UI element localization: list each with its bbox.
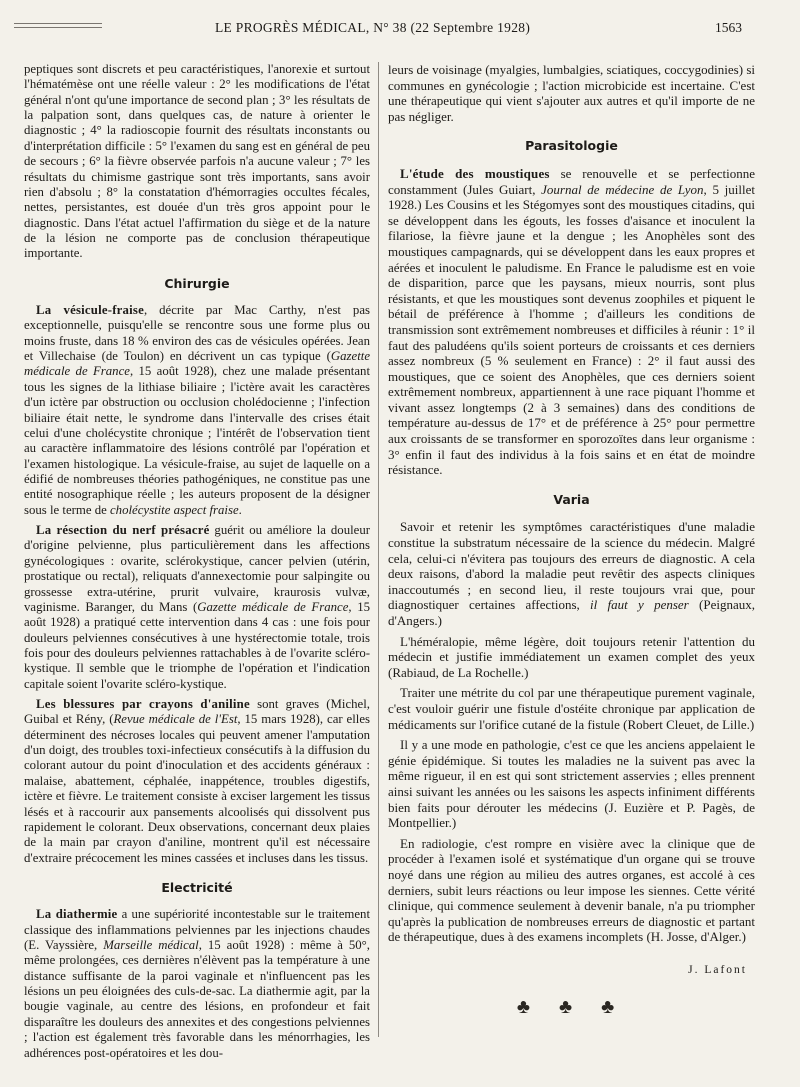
- article-moustiques: L'étude des moustiques se renouvelle et se perfectionne constamment (Jules Guiart, Journal de médecine de Lyon, 5 juillet 1928.) Les Cousins et les Stégomyes sont des moustiques citadins, qui se développent dans les égouts, les fosses d'aisance et inoculent la filariose, la fièvre jaune et la dengue ; les Anophèles sont des moustiques campagnards, qui se développent dans les eaux propres et aérées et inoculent le paludisme. En France le paludisme est en voie de disparition, parce que les paysans, mieux nourris, sont plus résistants, et que les moustiques sont devenus zoophiles et piquent le bétail de préférence à l'homme ; d'ailleurs les conditions de transmission sont extrêmement nombreuses et difficiles à réunir : 1° il faut des paludéens qu'ils soient porteurs de croissants et ces derniers assez nombreux (5 % seulement en France) : 2° il faut aussi des moustiques, que ce soient des Anophèles, que ces derniers soient extrêmement nombreux, appartiennent à une race piquant l'homme et vivant assez longtemps (2 à 3 semaines) dans des conditions de température au-dessus de 17° et de préférence à 25° pour permettre aux croissants de se transformer en sporozoïtes dans leur organisme : 3° enfin il faut des individus à la fois sains et en état de moindre résistance.: [388, 165, 755, 478]
- varia-paragraph-2: L'héméralopie, même légère, doit toujours retenir l'attention du médecin et justifie immédiatement un examen complet des yeux (Rabiaud, de La Rochelle.): [388, 633, 755, 680]
- section-heading-chirurgie: Chirurgie: [164, 275, 230, 291]
- journal-citation: Gazette médicale de France: [24, 349, 370, 379]
- author-signature: J. Lafont: [688, 963, 747, 976]
- section-heading-electricite: Electricité: [161, 879, 233, 895]
- running-title: LE PROGRÈS MÉDICAL, N° 38 (22 Septembre 1928): [215, 20, 531, 35]
- emphasis-italic: il faut y penser: [590, 597, 689, 613]
- varia-paragraph-5: En radiologie, c'est rompre en visière avec la clinique que de procéder à l'examen isolé et systématique d'un organe qui se trouve noyé dans une région au milieu des autres organes, est accolé à ces derniers, subit leurs réactions ou leur impose les siennes. Cette vérité clinique, qui commence seulement à devenir banale, n'a pu triompher qu'après la publication de nombreuses erreurs de diagnostic et partant de thérapeutique, dues à des examens incomplets (H. Josse, d'Alger.): [388, 835, 755, 945]
- intro-paragraph: peptiques sont discrets et peu caractéristiques, l'anorexie et surtout l'hématémèse ont une réelle valeur : 2° les modifications de l'état général n'ont qu'une importance de second plan ; 3° les résultats de la palpation sont, dans quelques cas, de nature à orienter le diagnostic ; 4° la radioscopie fournit des résultats inconstants ou d'interprétation difficile : 5° l'examen du sang est en général de peu de secours ; 6° la fièvre observée parfois n'a aucune valeur ; 7° les résultats du chimisme gastrique sont très importants, sans avoir rien d'absolu ; 8° la constatation d'hémorragies occultes fécales, nettes, persistantes, est douée d'un très gros appoint pour le diagnostic. Dans l'état actuel l'affirmation du siège et de la nature de la lésion ne comporte pas de conclusion thérapeutique importante.: [24, 62, 370, 261]
- article-crayons-aniline: Les blessures par crayons d'aniline sont graves (Michel, Guibal et Rény, (Revue médicale de l'Est, 15 mars 1928), car elles déterminent des nécroses locales qui peuvent amener l'amputation d'un doigt, des troubles toxi-infectieux consécutifs à la diffusion du colorant autour du point d'inoculation et des accidents généraux : malaise, abattement, céphalée, inappétence, troubles digestifs, ictère et fièvre. Le traitement consiste à exciser largement les tissus lésés et à raccourir aux pansements alcoolisés qui dissolvent pus rapidement le colorant. Deux observations, concernant deux plaies de la main par crayon d'aniline, montrent qu'il est nécessaire d'extraire précocement les mines cassées et incluses dans les tissus.: [24, 697, 371, 865]
- column-divider: [378, 62, 379, 1037]
- section-heading-varia: Varia: [553, 491, 590, 507]
- header-rule: [14, 23, 102, 28]
- term-italic: cholécystite aspect fraise: [110, 502, 239, 517]
- varia-paragraph-3: Traiter une métrite du col par une thérapeutique purement vaginale, c'est vouloir guérir une fistule d'ostéite chronique par application de médicaments sur l'orifice cutané de la fistule (Robert Cleuet, de Lille.): [388, 685, 755, 732]
- article-keyword: L'étude des moustiques: [400, 165, 550, 181]
- varia-paragraph-1: Savoir et retenir les symptômes caractéristiques d'une maladie constitue la substratum nécessaire de la science du médecin. Malgré cela, celui-ci n'évitera pas toujours des erreurs de diagnostic. A cela deux raisons, d'abord la maladie peut revêtir des aspects cliniques inaccoutumés ; en second lieu, il reste toujours vrai que, pour diagnostiquer certaines affections, il faut y penser (Peignaux, d'Angers.): [388, 519, 755, 628]
- section-heading-parasitologie: Parasitologie: [525, 138, 618, 154]
- journal-citation: Gazette médicale de France: [197, 599, 349, 614]
- right-column: [388, 62, 755, 1019]
- article-keyword: La résection du nerf présacré: [36, 523, 210, 538]
- left-column: [24, 62, 370, 1066]
- article-keyword: La diathermie: [36, 907, 118, 922]
- continued-paragraph: leurs de voisinage (myalgies, lumbalgies, sciatiques, coccygodinies) si communes en gynécologie ; l'action microbicide est incertaine. C'est une thérapeutique qui vient s'ajouter aux autres et qu'il importe de ne pas négliger.: [388, 62, 755, 124]
- page-header: [0, 20, 800, 42]
- varia-paragraph-4: Il y a une mode en pathologie, c'est ce que les anciens appelaient le génie épidémique. Si toutes les maladies ne la suivent pas avec la même rigueur, il en est qui sont strictement asservies ; elles prennent ainsi suivant les années ou les saisons les aspects infiniment différents bien faits pour dérouter les médecins (J. Euzière et P. Pagès, de Montpellier.): [388, 737, 755, 831]
- page-number: 1563: [715, 20, 742, 35]
- article-keyword: Les blessures par crayons d'aniline: [36, 697, 250, 712]
- article-keyword: La vésicule-fraise: [36, 303, 144, 318]
- article-diathermie: La diathermie a une supériorité incontestable sur le traitement classique des inflammations pelviennes par les injections chaudes (E. Vayssière, Marseille médical, 15 août 1928) : même à 50°, même prolongées, ces dernières n'élèvent pas la température à une distance suffisante de la paroi vaginale et n'influencent pas les lésions un peu éloignées des culs-de-sac. La diathermie agit, par la bougie vaginale, au centre des lésions, en profondeur et fait disparaître les douleurs des annexites et des congestions pelviennes ; l'action est également très favorable dans les ménorrhagies, les adhérences post-opératoires et les dou-: [24, 907, 371, 1060]
- journal-citation: Journal de médecine de Lyon: [541, 181, 704, 197]
- article-nerf-presacre: La résection du nerf présacré guérit ou améliore la douleur d'origine pelvienne, plus particulièrement dans les affections gynécologiques : ovarite, sclérokystique, cancer pelvien (utérin, prostatique ou rectal), reliquats d'annexectomie pour salpingite ou grossesse extra-utérine, prurit vulvaire, kraurosis vulvæ, vaginisme. Baranger, du Mans (Gazette médicale de France, 15 août 1928) a pratiqué cette intervention dans 4 cas : une fois pour douleurs pelviennes consécutives à une hystérectomie totale, trois fois pour des douleurs pelviennes rattachables à de l'ovarite scléro-kystique. Il semble que le triomphe de l'opération et l'indication capitale soient l'ovarite scléro-kystique.: [24, 523, 370, 691]
- article-vesicule-fraise: La vésicule-fraise, décrite par Mac Carthy, n'est pas exceptionnelle, puisqu'elle se rencontre sous une forme plus ou moins fruste, dans 18 % environ des cas de vésicules opérées. Jean et Villechaise (de Toulon) en décrivent un cas typique (Gazette médicale de France, 15 août 1928), chez une malade présentant tous les signes de la lithiase biliaire ; l'ictère avait les caractères d'un ictère par obstruction ou occlusion cholédocienne ; l'infection biliaire était nette, le syndrome dans l'intervalle des crises était celui d'une cholécystite chronique ; l'intérêt de l'observation tient au caractère inflammatoire des lésions contrôlé par l'opération et l'examen histologique. La vésicule-fraise, au sujet de laquelle on a édifié de nombreuses théories pathogéniques, ne constitue pas une entité nosographique réelle ; les auteurs proposent de la désigner sous le terme de cholécystite aspect fraise.: [24, 303, 370, 517]
- journal-citation: Revue médicale de l'Est: [113, 712, 238, 727]
- journal-citation: Marseille médical: [103, 938, 199, 953]
- fleuron-ornament: ♣ ♣ ♣: [516, 996, 627, 1019]
